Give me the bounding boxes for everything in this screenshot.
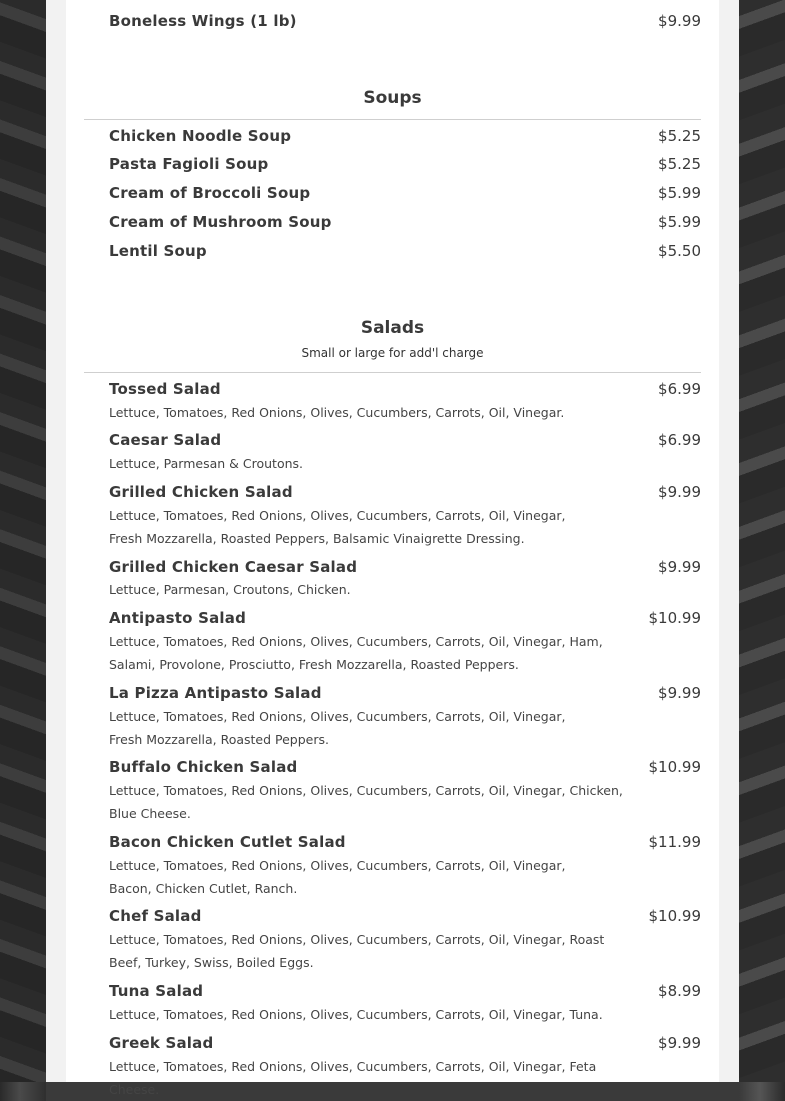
section-title-salads: Salads <box>360 318 425 338</box>
item-name: Tuna Salad <box>109 982 204 1000</box>
background-left <box>0 0 46 1082</box>
item-name: Antipasto Salad <box>109 609 247 627</box>
item-description: Lettuce, Tomatoes, Red Onions, Olives, Cucumbers, Carrots, Oil, Vinegar. <box>109 405 565 420</box>
item-name: Greek Salad <box>109 1034 214 1052</box>
item-price: $10.99 <box>648 758 701 776</box>
item-price: $9.99 <box>658 483 701 501</box>
item-name: Chicken Noodle Soup <box>109 127 292 145</box>
item-name: Caesar Salad <box>109 431 222 449</box>
item-price: $5.99 <box>658 213 701 231</box>
item-price: $5.99 <box>658 184 701 202</box>
item-name: Cream of Broccoli Soup <box>109 184 311 202</box>
item-description: Lettuce, Parmesan & Croutons. <box>109 456 304 471</box>
item-name: Bacon Chicken Cutlet Salad <box>109 833 346 851</box>
item-name: Tossed Salad <box>109 380 221 398</box>
item-name: Boneless Wings (1 lb) <box>109 12 297 30</box>
item-price: $9.99 <box>658 558 701 576</box>
item-name: Chef Salad <box>109 907 202 925</box>
item-description: Lettuce, Tomatoes, Red Onions, Olives, Cucumbers, Carrots, Oil, Vinegar, Fresh Mozzarella, Roasted Peppers. <box>109 709 566 747</box>
page-border-left <box>46 0 66 1082</box>
item-price: $9.99 <box>658 1034 701 1052</box>
item-price: $6.99 <box>658 431 701 449</box>
item-name: Pasta Fagioli Soup <box>109 155 269 173</box>
item-price: $5.25 <box>658 127 701 145</box>
item-name: Grilled Chicken Salad <box>109 483 293 501</box>
menu-page <box>66 0 719 1097</box>
item-description: Lettuce, Tomatoes, Red Onions, Olives, Cucumbers, Carrots, Oil, Vinegar, Ham, Salami, Provolone, Prosciutto, Fresh Mozzarella, Roasted Peppers. <box>109 634 603 672</box>
item-price: $10.99 <box>648 907 701 925</box>
item-name: La Pizza Antipasto Salad <box>109 684 322 702</box>
item-price: $9.99 <box>658 12 701 30</box>
item-price: $11.99 <box>648 833 701 851</box>
item-name: Cream of Mushroom Soup <box>109 213 332 231</box>
item-description: Lettuce, Tomatoes, Red Onions, Olives, Cucumbers, Carrots, Oil, Vinegar, Bacon, Chicken Cutlet, Ranch. <box>109 858 566 896</box>
item-price: $6.99 <box>658 380 701 398</box>
page-border-right <box>719 0 739 1082</box>
item-price: $10.99 <box>648 609 701 627</box>
section-divider <box>84 372 701 373</box>
item-price: $5.25 <box>658 155 701 173</box>
item-price: $9.99 <box>658 684 701 702</box>
item-name: Grilled Chicken Caesar Salad <box>109 558 358 576</box>
section-divider <box>84 119 701 120</box>
section-subtitle: Small or large for add'l charge <box>301 346 484 360</box>
item-description: Lettuce, Tomatoes, Red Onions, Olives, Cucumbers, Carrots, Oil, Vinegar, Chicken, Blue Cheese. <box>109 783 623 821</box>
item-description: Lettuce, Parmesan, Croutons, Chicken. <box>109 582 351 597</box>
item-description: Lettuce, Tomatoes, Red Onions, Olives, Cucumbers, Carrots, Oil, Vinegar, Fresh Mozzarella, Roasted Peppers, Balsamic Vinaigrette Dressing. <box>109 508 566 546</box>
item-name: Buffalo Chicken Salad <box>109 758 298 776</box>
item-description: Lettuce, Tomatoes, Red Onions, Olives, Cucumbers, Carrots, Oil, Vinegar, Feta Cheese. <box>109 1059 597 1097</box>
item-description: Lettuce, Tomatoes, Red Onions, Olives, Cucumbers, Carrots, Oil, Vinegar, Roast Beef, Turkey, Swiss, Boiled Eggs. <box>109 932 605 970</box>
item-name: Lentil Soup <box>109 242 207 260</box>
item-price: $8.99 <box>658 982 701 1000</box>
item-price: $5.50 <box>658 242 701 260</box>
item-description: Lettuce, Tomatoes, Red Onions, Olives, Cucumbers, Carrots, Oil, Vinegar, Tuna. <box>109 1007 603 1022</box>
section-title-soups: Soups <box>363 88 422 108</box>
